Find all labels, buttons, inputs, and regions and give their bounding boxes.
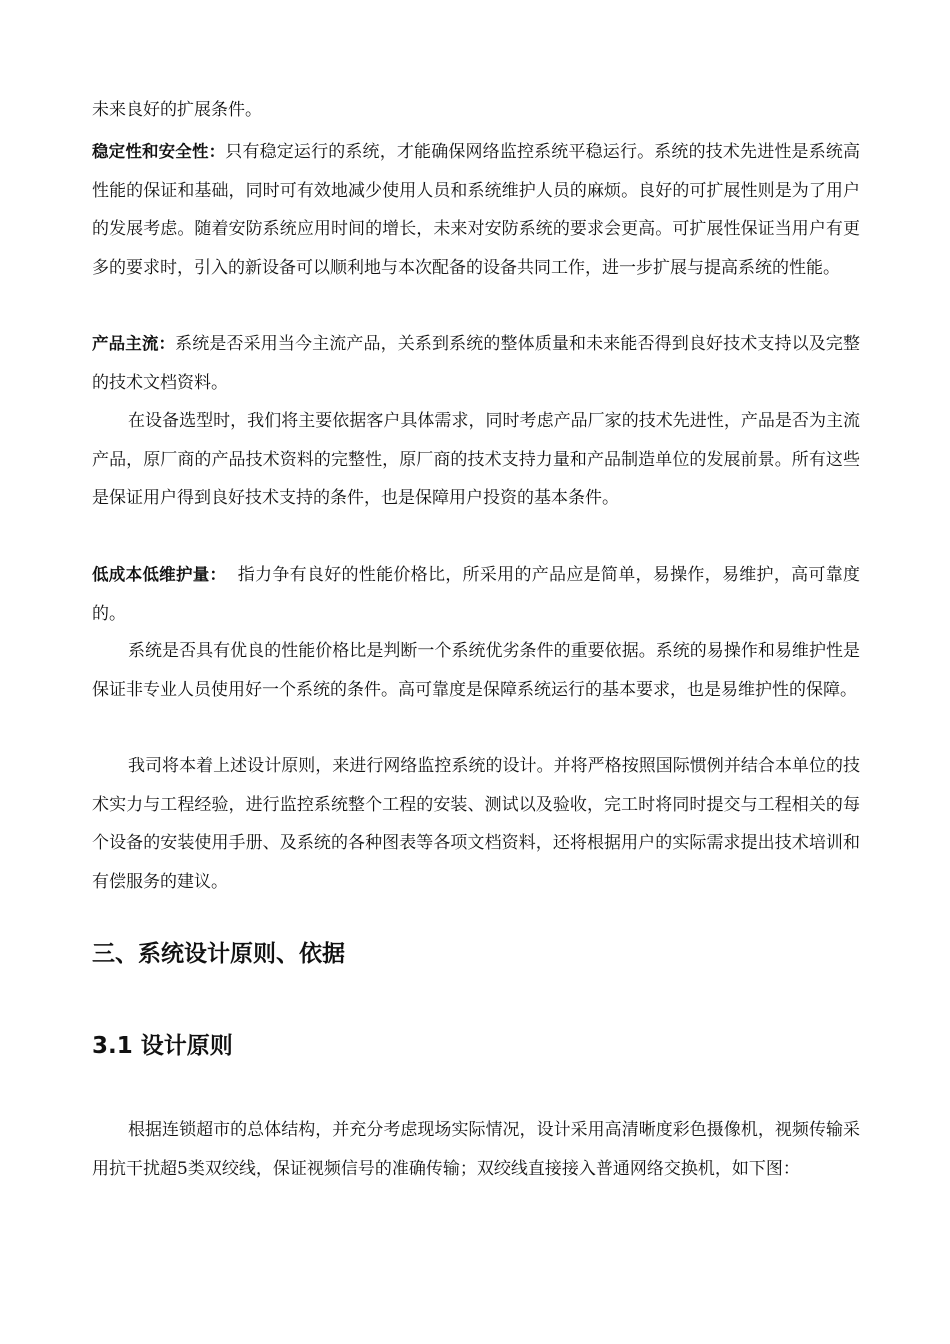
paragraph-design-principle [92, 1111, 860, 1188]
paragraph-text: 我司将本着上述设计原则，来进行网络监控系统的设计。并将严格按照国际惯例并结合本单位的技术实力与工程经验，进行监控系统整个工程的安装、测试以及验收，完工时将同时提交与工程相关的每个设备的安装使用手册、及系统的各种图表等各项文档资料，还将根据用户的实际需求提出技术培训和有偿服务的建议。 [92, 756, 860, 892]
paragraph-text: 只有稳定运行的系统，才能确保网络监控系统平稳运行。系统的技术先进性是系统高性能的保证和基础，同时可有效地减少使用人员和系统维护人员的麻烦。良好的可扩展性则是为了用户的发展考虑。随着安防系统应用时间的增长，未来对安防系统的要求会更高。可扩展性保证当用户有更多的要求时，引入的新设备可以顺利地与本次配备的设备共同工作，进一步扩展与提高系统的性能。 [92, 142, 861, 278]
paragraph-device-selection [92, 402, 860, 518]
subsection-heading: 3.1 设计原则 [92, 1033, 233, 1059]
paragraph-lead: 稳定性和安全性： [92, 142, 226, 161]
paragraph-lead: 低成本低维护量： [92, 565, 227, 584]
paragraph-text: 未来良好的扩展条件。 [92, 100, 262, 120]
paragraph-text: 在设备选型时，我们将主要依据客户具体需求，同时考虑产品厂家的技术先进性，产品是否为主流产品，原厂商的产品技术资料的完整性，原厂商的技术支持力量和产品制造单位的发展前景。所有这些是保证用户得到良好技术支持的条件，也是保障用户投资的基本条件。 [92, 411, 860, 508]
paragraph-lead: 产品主流： [92, 334, 176, 353]
section-heading: 三、系统设计原则、依据 [92, 941, 345, 967]
paragraph-text: 系统是否具有优良的性能价格比是判断一个系统优劣条件的重要依据。系统的易操作和易维护性是保证非专业人员使用好一个系统的条件。高可靠度是保障系统运行的基本要求，也是易维护性的保障。 [92, 641, 860, 700]
paragraph-text: 根据连锁超市的总体结构，并充分考虑现场实际情况，设计采用高清晰度彩色摄像机，视频传输采用抗干扰超5类双绞线，保证视频信号的准确传输；双绞线直接接入普通网络交换机，如下图： [92, 1120, 860, 1179]
paragraph-stability-security [92, 133, 860, 287]
paragraph-text: 指力争有良好的性能价格比，所采用的产品应是简单，易操作，易维护，高可靠度的。 [92, 565, 861, 624]
paragraph-mainstream-products [92, 325, 860, 402]
paragraph-company-commitment [92, 747, 860, 901]
paragraph-extension [92, 91, 860, 130]
paragraph-low-cost [92, 556, 860, 633]
paragraph-cost-performance [92, 632, 860, 709]
paragraph-text: 系统是否采用当今主流产品，关系到系统的整体质量和未来能否得到良好技术支持以及完整的技术文档资料。 [92, 334, 860, 393]
